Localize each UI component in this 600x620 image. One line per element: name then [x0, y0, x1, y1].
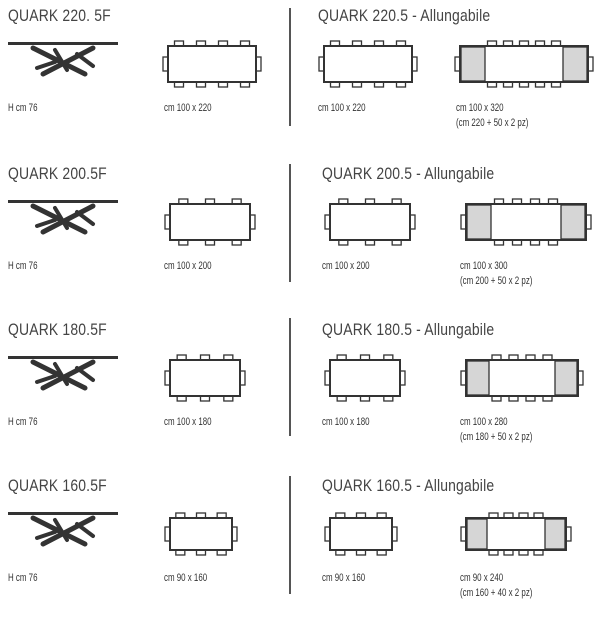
dimension-label: cm 100 x 220 [164, 102, 212, 114]
column-divider [289, 8, 291, 126]
column-divider [289, 318, 291, 436]
extendable-title: QUARK 160.5 - Allungabile [322, 476, 495, 495]
extendable-closed-top-view-icon [322, 196, 418, 248]
extendable-closed-top-view-icon [322, 510, 400, 558]
extendable-title: QUARK 180.5 - Allungabile [322, 320, 495, 339]
extendable-closed-top-view-icon [322, 352, 408, 404]
open-dimension-label: cm 100 x 280 [460, 416, 508, 428]
product-row-220 [0, 0, 600, 150]
extension-detail-label: (cm 220 + 50 x 2 pz) [456, 117, 529, 129]
closed-dimension-label: cm 100 x 200 [322, 260, 370, 272]
extension-detail-label: (cm 160 + 40 x 2 pz) [460, 587, 533, 599]
table-top-view-icon [162, 352, 248, 404]
product-title: QUARK 220. 5F [8, 6, 111, 25]
product-row-180 [0, 314, 600, 464]
product-row-160 [0, 470, 600, 620]
extendable-open-top-view-icon [452, 38, 596, 90]
column-divider [289, 476, 291, 594]
table-side-view-icon [8, 40, 120, 80]
table-top-view-icon [162, 510, 240, 558]
height-label: H cm 76 [8, 416, 38, 428]
extension-detail-label: (cm 180 + 50 x 2 pz) [460, 431, 533, 443]
height-label: H cm 76 [8, 572, 38, 584]
product-title: QUARK 160.5F [8, 476, 107, 495]
extendable-open-top-view-icon [458, 196, 594, 248]
product-title: QUARK 200.5F [8, 164, 107, 183]
extendable-title: QUARK 200.5 - Allungabile [322, 164, 495, 183]
open-dimension-label: cm 100 x 320 [456, 102, 504, 114]
height-label: H cm 76 [8, 260, 38, 272]
extendable-closed-top-view-icon [316, 38, 420, 90]
dimension-label: cm 100 x 200 [164, 260, 212, 272]
closed-dimension-label: cm 100 x 220 [318, 102, 366, 114]
dimension-label: cm 90 x 160 [164, 572, 208, 584]
extendable-open-top-view-icon [458, 510, 574, 558]
table-side-view-icon [8, 510, 120, 550]
product-title: QUARK 180.5F [8, 320, 107, 339]
height-label: H cm 76 [8, 102, 38, 114]
extendable-title: QUARK 220.5 - Allungabile [318, 6, 491, 25]
extendable-open-top-view-icon [458, 352, 586, 404]
open-dimension-label: cm 100 x 300 [460, 260, 508, 272]
dimension-label: cm 100 x 180 [164, 416, 212, 428]
open-dimension-label: cm 90 x 240 [460, 572, 504, 584]
extension-detail-label: (cm 200 + 50 x 2 pz) [460, 275, 533, 287]
table-side-view-icon [8, 198, 120, 238]
table-top-view-icon [160, 38, 264, 90]
table-side-view-icon [8, 354, 120, 394]
closed-dimension-label: cm 90 x 160 [322, 572, 366, 584]
closed-dimension-label: cm 100 x 180 [322, 416, 370, 428]
product-row-200 [0, 158, 600, 308]
column-divider [289, 164, 291, 282]
table-top-view-icon [162, 196, 258, 248]
